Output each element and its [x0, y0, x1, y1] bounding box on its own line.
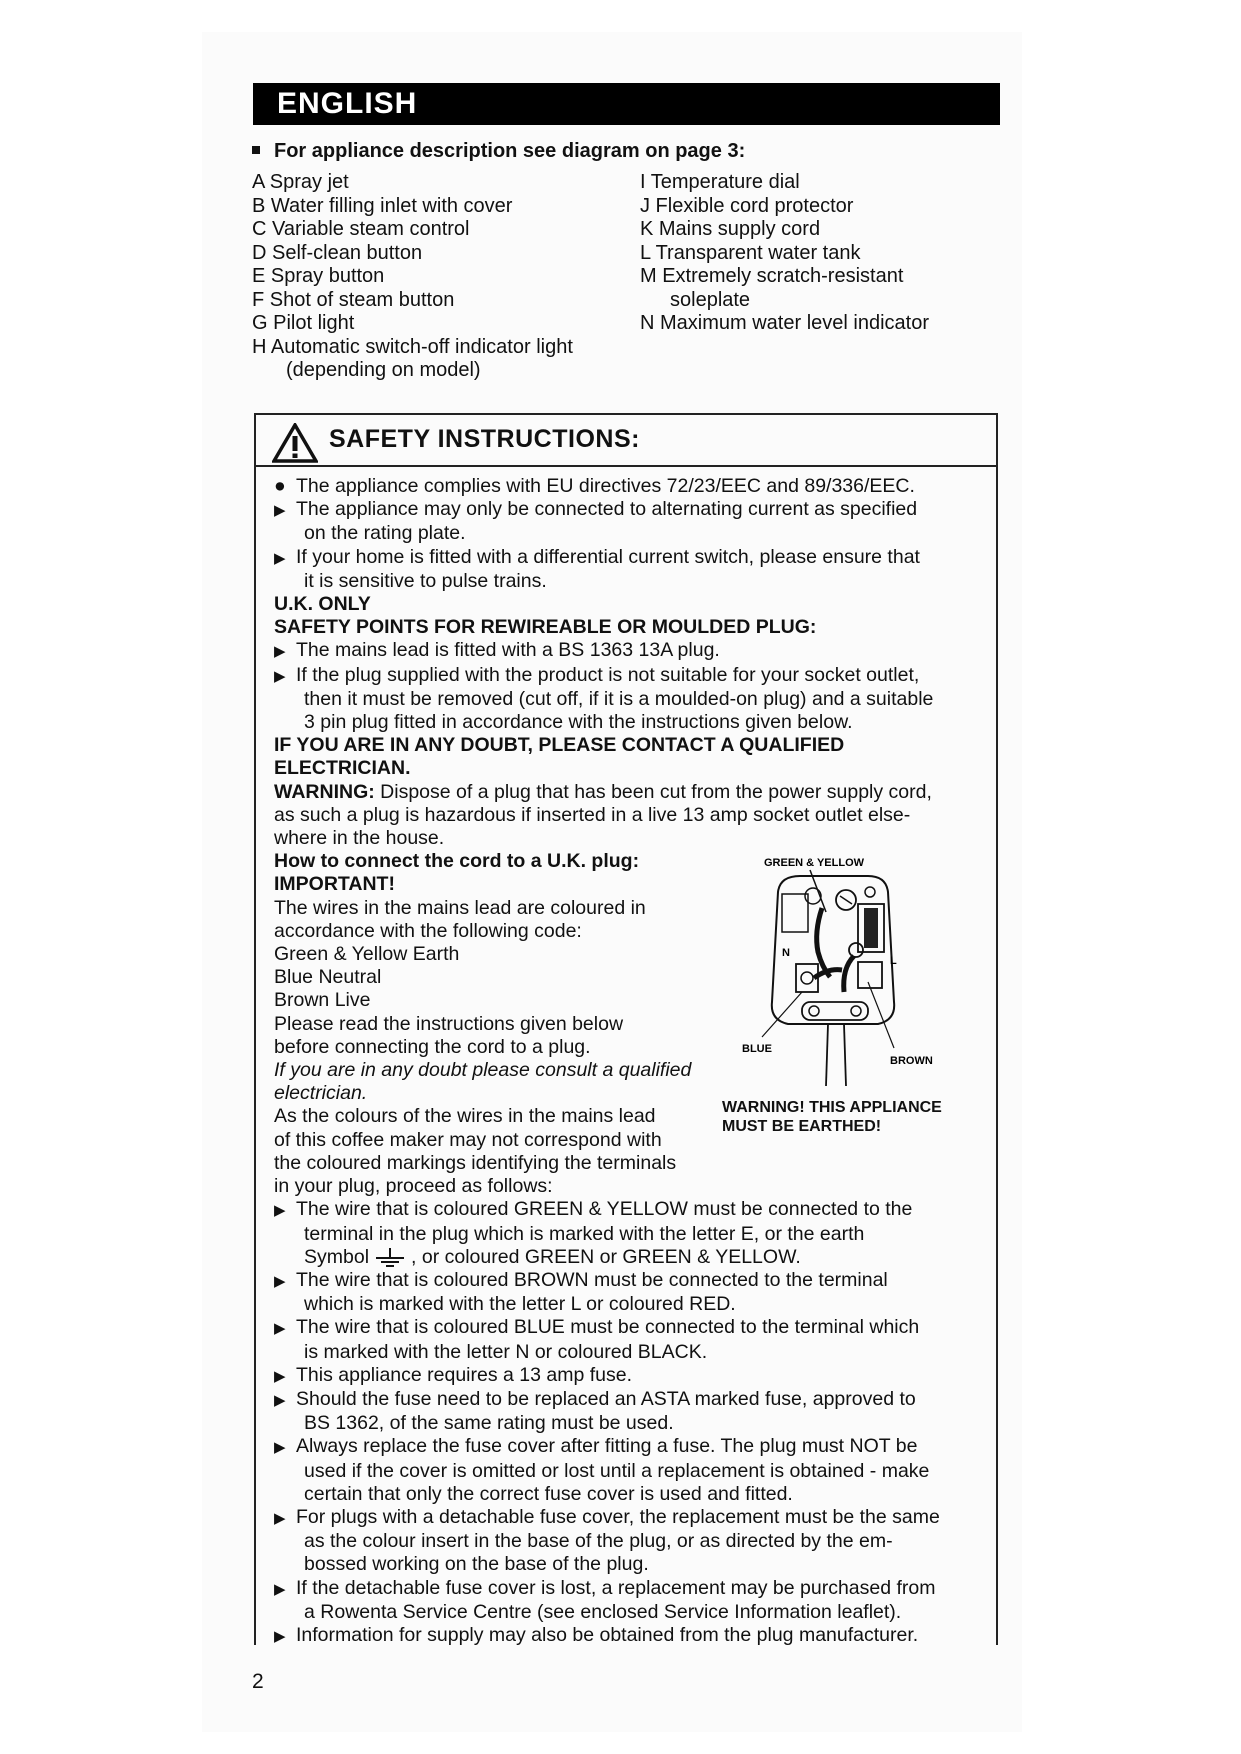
- bullet-dot-icon: ●: [274, 475, 286, 497]
- bullet-arrow-icon: ▶: [274, 667, 286, 685]
- diagram-label-brown: BROWN: [890, 1055, 933, 1067]
- list-item-cont: then it must be removed (cut off, if it is a moulded-on plug) and a suitable: [304, 687, 934, 710]
- bullet-arrow-icon: ▶: [274, 1509, 286, 1527]
- paragraph-line: As the colours of the wires in the mains lead: [274, 1105, 656, 1128]
- text: Always replace the fuse cover after fitting a fuse. The plug must NOT be: [296, 1435, 918, 1458]
- fuse: [864, 908, 878, 948]
- square-bullet-icon: [252, 146, 260, 154]
- howto-heading: How to connect the cord to a U.K. plug:: [274, 850, 640, 873]
- list-item-cont: is marked with the letter N or coloured BLACK.: [304, 1340, 708, 1363]
- plug-hole-icon: [865, 887, 875, 897]
- earthing-warning-line: MUST BE EARTHED!: [722, 1118, 882, 1135]
- italic-note: If you are in any doubt please consult a qualified: [274, 1059, 692, 1082]
- diagram-label-n: N: [782, 947, 790, 959]
- description-item: G Pilot light: [252, 312, 355, 334]
- diagram-label-green-yellow: GREEN & YELLOW: [764, 857, 865, 869]
- leader-line: [762, 992, 802, 1037]
- page-number: 2: [252, 1670, 264, 1693]
- bullet-arrow-icon: ▶: [274, 1320, 286, 1338]
- live-wire: [844, 956, 854, 992]
- text: The mains lead is fitted with a BS 1363 13A plug.: [296, 639, 720, 662]
- warning-paragraph-cont: where in the house.: [274, 827, 445, 850]
- grip-screw-icon: [851, 1006, 861, 1016]
- list-item-cont: which is marked with the letter L or coloured RED.: [304, 1293, 736, 1316]
- warning-label: WARNING:: [274, 780, 375, 803]
- list-item-cont: bossed working on the base of the plug.: [304, 1553, 649, 1576]
- directive-line: [274, 475, 994, 498]
- warning-paragraph-cont: as such a plug is hazardous if inserted in a live 13 amp socket outlet else-: [274, 803, 911, 826]
- wire-code-earth: Green & Yellow Earth: [274, 943, 460, 966]
- list-item-cont: a Rowenta Service Centre (see enclosed Service Information leaflet).: [304, 1600, 902, 1623]
- text: This appliance requires a 13 amp fuse.: [296, 1363, 633, 1386]
- list-item-cont: 3 pin plug fitted in accordance with the instructions given below.: [304, 711, 853, 734]
- bullet-arrow-icon: ▶: [274, 549, 286, 567]
- list-item: [274, 498, 994, 522]
- text: If the plug supplied with the product is not suitable for your socket outlet,: [296, 663, 920, 686]
- bullet-arrow-icon: ▶: [274, 502, 286, 520]
- doubt-heading: ELECTRICIAN.: [274, 757, 411, 780]
- description-item-continuation: (depending on model): [286, 359, 481, 381]
- description-item: F Shot of steam button: [252, 288, 455, 311]
- description-item: N Maximum water level indicator: [640, 312, 929, 334]
- cord-line: [844, 1024, 846, 1086]
- text: , or coloured GREEN or GREEN & YELLOW.: [411, 1245, 801, 1268]
- list-item: [274, 664, 994, 688]
- earth-symbol-icon: [373, 1247, 407, 1269]
- language-header: [253, 83, 1000, 125]
- bullet-arrow-icon: ▶: [274, 1272, 286, 1290]
- text: If your home is fitted with a differential current switch, please ensure that: [296, 545, 920, 568]
- paragraph-line: accordance with the following code:: [274, 919, 582, 942]
- text: The appliance may only be connected to alternating current as specified: [296, 498, 918, 521]
- warning-paragraph: [274, 781, 994, 804]
- paragraph-line: of this coffee maker may not correspond with: [274, 1128, 662, 1151]
- description-item: A Spray jet: [252, 171, 349, 193]
- text: The wire that is coloured BROWN must be connected to the terminal: [296, 1268, 888, 1291]
- doubt-heading: IF YOU ARE IN ANY DOUBT, PLEASE CONTACT A QUALIFIED: [274, 734, 845, 757]
- earthing-warning: [722, 1098, 942, 1136]
- paragraph-line: Please read the instructions given below: [274, 1012, 624, 1035]
- bullet-arrow-icon: ▶: [274, 1391, 286, 1409]
- wire-code-live: Brown Live: [274, 989, 371, 1012]
- safety-title: SAFETY INSTRUCTIONS:: [329, 425, 640, 453]
- important-heading: IMPORTANT!: [274, 873, 395, 896]
- list-item: [274, 1269, 994, 1293]
- list-item: [274, 1624, 994, 1648]
- uk-plug-wiring-diagram: [718, 852, 988, 1102]
- list-item: [274, 1364, 994, 1388]
- list-item-cont: [274, 1246, 994, 1269]
- description-item: H Automatic switch-off indicator light: [252, 335, 573, 358]
- list-item-cont: it is sensitive to pulse trains.: [304, 569, 547, 592]
- list-item: [274, 1198, 994, 1222]
- paragraph-line: in your plug, proceed as follows:: [274, 1175, 553, 1198]
- bullet-arrow-icon: ▶: [274, 1439, 286, 1457]
- description-item: E Spray button: [252, 265, 385, 287]
- list-item-cont: on the rating plate.: [304, 522, 466, 545]
- text: Dispose of a plug that has been cut from the power supply cord,: [380, 780, 932, 803]
- language-title: ENGLISH: [277, 87, 418, 120]
- list-item: [274, 1388, 994, 1412]
- list-item: [274, 546, 994, 570]
- bullet-arrow-icon: ▶: [274, 1627, 286, 1645]
- intro-line: [252, 140, 745, 163]
- text: The wire that is coloured GREEN & YELLOW must be connected to the: [296, 1198, 913, 1221]
- paragraph-line: The wires in the mains lead are coloured in: [274, 896, 646, 919]
- paragraph-line: before connecting the cord to a plug.: [274, 1035, 591, 1058]
- description-item: D Self-clean button: [252, 241, 423, 264]
- list-item-cont: terminal in the plug which is marked with the letter E, or the earth: [304, 1222, 865, 1245]
- uk-only-heading: U.K. ONLY: [274, 593, 371, 616]
- live-screw-icon: [849, 943, 863, 957]
- text: The appliance complies with EU directives 72/23/EEC and 89/336/EEC.: [296, 475, 915, 497]
- list-item-cont: certain that only the correct fuse cover is used and fitted.: [304, 1482, 793, 1505]
- list-item: [274, 1506, 994, 1530]
- diagram-label-l: L: [890, 955, 897, 967]
- live-terminal: [858, 962, 882, 988]
- description-left-column: [252, 171, 573, 383]
- bullet-arrow-icon: ▶: [274, 1202, 286, 1220]
- description-item: K Mains supply cord: [640, 218, 821, 240]
- description-item: J Flexible cord protector: [640, 194, 854, 217]
- warning-triangle-icon: [272, 423, 318, 463]
- safety-points-heading: SAFETY POINTS FOR REWIREABLE OR MOULDED PLUG:: [274, 616, 817, 639]
- italic-note: electrician.: [274, 1082, 368, 1105]
- description-item: C Variable steam control: [252, 218, 470, 240]
- paragraph-line: the coloured markings identifying the terminals: [274, 1151, 677, 1174]
- screw-slot: [840, 896, 852, 904]
- text: The wire that is coloured BLUE must be connected to the terminal which: [296, 1316, 920, 1339]
- list-item: [274, 1316, 994, 1340]
- description-item: M Extremely scratch-resistant: [640, 265, 904, 287]
- description-item-continuation: soleplate: [670, 288, 751, 311]
- plug-slot: [782, 894, 808, 932]
- list-item-cont: BS 1362, of the same rating must be used.: [304, 1412, 674, 1435]
- bullet-arrow-icon: ▶: [274, 1367, 286, 1385]
- neutral-screw-icon: [801, 972, 813, 984]
- list-item: [274, 1435, 994, 1459]
- list-item: [274, 1577, 994, 1601]
- diagram-label-blue: BLUE: [742, 1043, 772, 1055]
- earthing-warning-line: WARNING! THIS APPLIANCE: [722, 1099, 942, 1116]
- list-item: [274, 639, 994, 663]
- text: Information for supply may also be obtained from the plug manufacturer.: [296, 1623, 919, 1646]
- bullet-arrow-icon: ▶: [274, 1580, 286, 1598]
- bullet-arrow-icon: ▶: [274, 643, 286, 661]
- grip-screw-icon: [809, 1006, 819, 1016]
- wire-code-neutral: Blue Neutral: [274, 966, 382, 989]
- safety-header: [256, 415, 996, 467]
- text: If the detachable fuse cover is lost, a replacement may be purchased from: [296, 1576, 936, 1599]
- cord-line: [826, 1024, 828, 1086]
- text: Should the fuse need to be replaced an ASTA marked fuse, approved to: [296, 1387, 916, 1410]
- description-item: B Water filling inlet with cover: [252, 194, 513, 217]
- description-right-column: [640, 171, 929, 336]
- list-item-cont: used if the cover is omitted or lost until a replacement is obtained - make: [304, 1459, 930, 1482]
- text: For plugs with a detachable fuse cover, the replacement must be the same: [296, 1505, 940, 1528]
- description-item: I Temperature dial: [640, 171, 800, 193]
- leader-line: [868, 982, 894, 1048]
- list-item-cont: as the colour insert in the base of the plug, or as directed by the em-: [304, 1530, 893, 1553]
- text: Symbol: [304, 1245, 370, 1268]
- description-item: L Transparent water tank: [640, 241, 861, 264]
- cord-grip: [802, 1002, 868, 1020]
- intro-text: For appliance description see diagram on page 3:: [274, 140, 746, 162]
